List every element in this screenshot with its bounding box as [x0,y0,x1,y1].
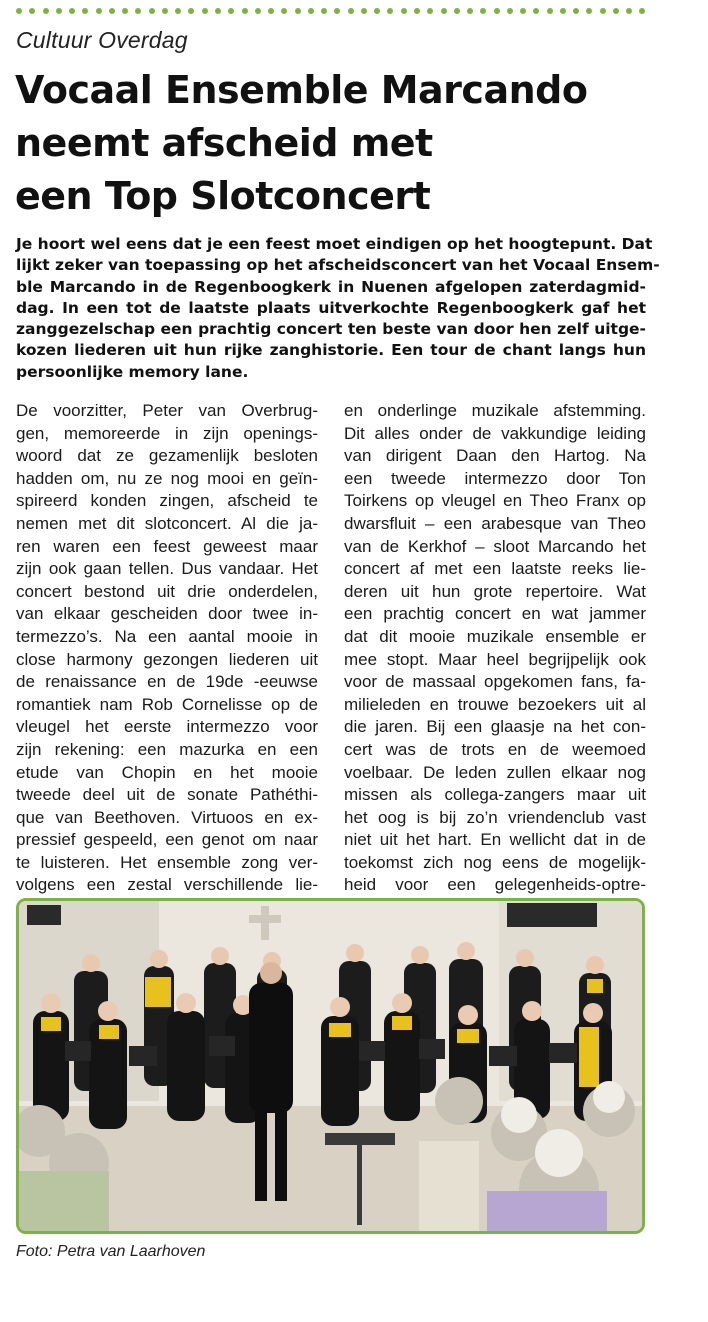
lead-line: ble Marcando in de Regenboogkerk in Nuenen afgelopen zaterdagmid- [16,277,646,296]
dot [361,8,367,14]
dot [427,8,433,14]
body-line: volgens een zestal verschillende lie- [16,875,318,895]
dot [374,8,380,14]
body-line: concert bestond uit drie onderdelen, [16,581,318,601]
photo-caption: Foto: Petra van Laarhoven [16,1243,206,1260]
body-line: concert af met een laatste reeks lie- [344,559,646,579]
dot [626,8,632,14]
dot [348,8,354,14]
dot [321,8,327,14]
lead-line: kozen liederen uit hun rijke zanghistorie. Een tour de chant langs hun [16,341,646,360]
body-line: Toirkens op vleugel en Theo Franx op [344,491,646,511]
dot [533,8,539,14]
body-line: voor de massaal opgekomen fans, fa- [344,672,646,692]
body-line: spireerd konden zingen, afscheid te [16,491,318,511]
body-line: nemen met dit slotconcert. Al die ja- [16,513,318,533]
body-line: missen als collega-zangers maar uit [344,785,646,805]
dot [162,8,168,14]
body-line: van de Kerkhof – sloot Marcando het [344,536,646,556]
body-line: dat dit mooie muzikale ensemble er [344,626,646,646]
lead-line: dag. In een tot de laatste plaats uitverkochte Regenboogkerk gaf het [16,298,646,317]
dot [639,8,645,14]
dot [228,8,234,14]
dot [308,8,314,14]
article-photo [16,898,645,1234]
headline-line: Vocaal Ensemble Marcando [15,68,588,112]
body-line: zijn ook gaan tellen. Dus vandaar. Het [16,559,318,579]
dot [242,8,248,14]
body-line: cert was de trots en de weemoed [344,739,646,759]
body-line: gen, memoreerde in zijn openings- [16,423,318,443]
body-line: termezzo’s. Na een aantal mooie in [16,626,318,646]
section-rubric: Cultuur Overdag [16,27,188,53]
dotted-rule [16,8,646,16]
body-line: pressief gespeeld, een genot om naar [16,830,318,850]
lead-line: zanggezelschap een prachtig concert ten beste van door hen zelf uitge- [16,320,646,339]
dot [149,8,155,14]
dot [560,8,566,14]
dot [613,8,619,14]
dot [600,8,606,14]
body-line: mee stopt. Maar heel begrijpelijk ook [344,649,646,669]
body-line: zijn rekening: een mazurka en een [16,739,318,759]
lead-line: Je hoort wel eens dat je een feest moet eindigen op het hoogtepunt. Dat [16,235,653,253]
dot [122,8,128,14]
dot [135,8,141,14]
body-line: Dit alles onder de vakkundige leiding [344,423,646,443]
body-line: van elkaar gescheiden door twee in- [16,604,318,624]
dot [414,8,420,14]
body-line: toekomst zich nog eens de mogelijk- [344,852,646,872]
body-line: een prachtig concert en wat jammer [344,604,646,624]
body-line: De voorzitter, Peter van Overbrug- [16,401,318,420]
body-line: ren waren een feest geweest maar [16,536,318,556]
body-line: die jaren. Bij een glaasje na het con- [344,717,646,737]
dot [202,8,208,14]
article-column-right [344,400,646,920]
body-line: vleugel het eerste intermezzo voor [16,717,318,737]
dot [494,8,500,14]
dot [441,8,447,14]
body-line: deren uit hun grote repertoire. Wat [344,581,646,601]
body-line: en onderlinge muzikale afstemming. [344,401,646,420]
body-line: het oog is bij zo’n vriendenclub vast [344,807,646,827]
lead-line: lijkt zeker van toepassing op het afscheidsconcert van het Vocaal Ensem- [16,256,660,275]
headline-line: een Top Slotconcert [15,174,431,218]
body-line: niet uit het hart. En wellicht dat in de [344,830,646,850]
dot [215,8,221,14]
dot [96,8,102,14]
body-line: dwarsfluit – een arabesque van Theo [344,513,646,533]
dot [334,8,340,14]
dot [29,8,35,14]
body-line: van dirigent Daan den Hartog. Na [344,446,646,466]
article-lead [16,234,660,383]
dot [175,8,181,14]
lead-line: persoonlijke memory lane. [16,362,249,381]
dot [387,8,393,14]
dot [454,8,460,14]
body-line: etude van Chopin en het mooie [16,762,318,782]
dot [520,8,526,14]
body-line: te luisteren. Het ensemble zong ver- [16,852,318,872]
body-line: close harmony gezongen liederen uit [16,649,318,669]
article-headline [15,64,655,223]
body-line: tweede deel uit de sonate Pathéthi- [16,785,318,805]
dot [69,8,75,14]
dot [507,8,513,14]
body-line: que van Beethoven. Virtuoos en ex- [16,807,318,827]
dot [255,8,261,14]
headline-line: neemt afscheid met [15,121,433,165]
dot [109,8,115,14]
dot [16,8,22,14]
dot [43,8,49,14]
body-line: woord dat ze gezamenlijk besloten [16,446,318,466]
dot [573,8,579,14]
dot [188,8,194,14]
dot [547,8,553,14]
dot [480,8,486,14]
dot [586,8,592,14]
dot [467,8,473,14]
body-line: heid voor een gelegenheids-optre- [344,875,646,895]
dot [82,8,88,14]
dot [56,8,62,14]
dot [281,8,287,14]
body-line: romantiek nam Rob Cornelisse op de [16,694,318,714]
body-line: een tweede intermezzo door Ton [344,468,646,488]
body-line: milieleden en trouwe bezoekers uit al [344,694,646,714]
body-line: voelbaar. De leden zullen elkaar nog [344,762,646,782]
body-line: hadden om, nu ze nog mooi en geïn- [16,468,318,488]
article-column-left [16,400,318,920]
dot [295,8,301,14]
dot [268,8,274,14]
choir-concert-photo [19,901,642,1231]
body-line: de renaissance en de 19de -eeuwse [16,672,318,692]
dot [401,8,407,14]
